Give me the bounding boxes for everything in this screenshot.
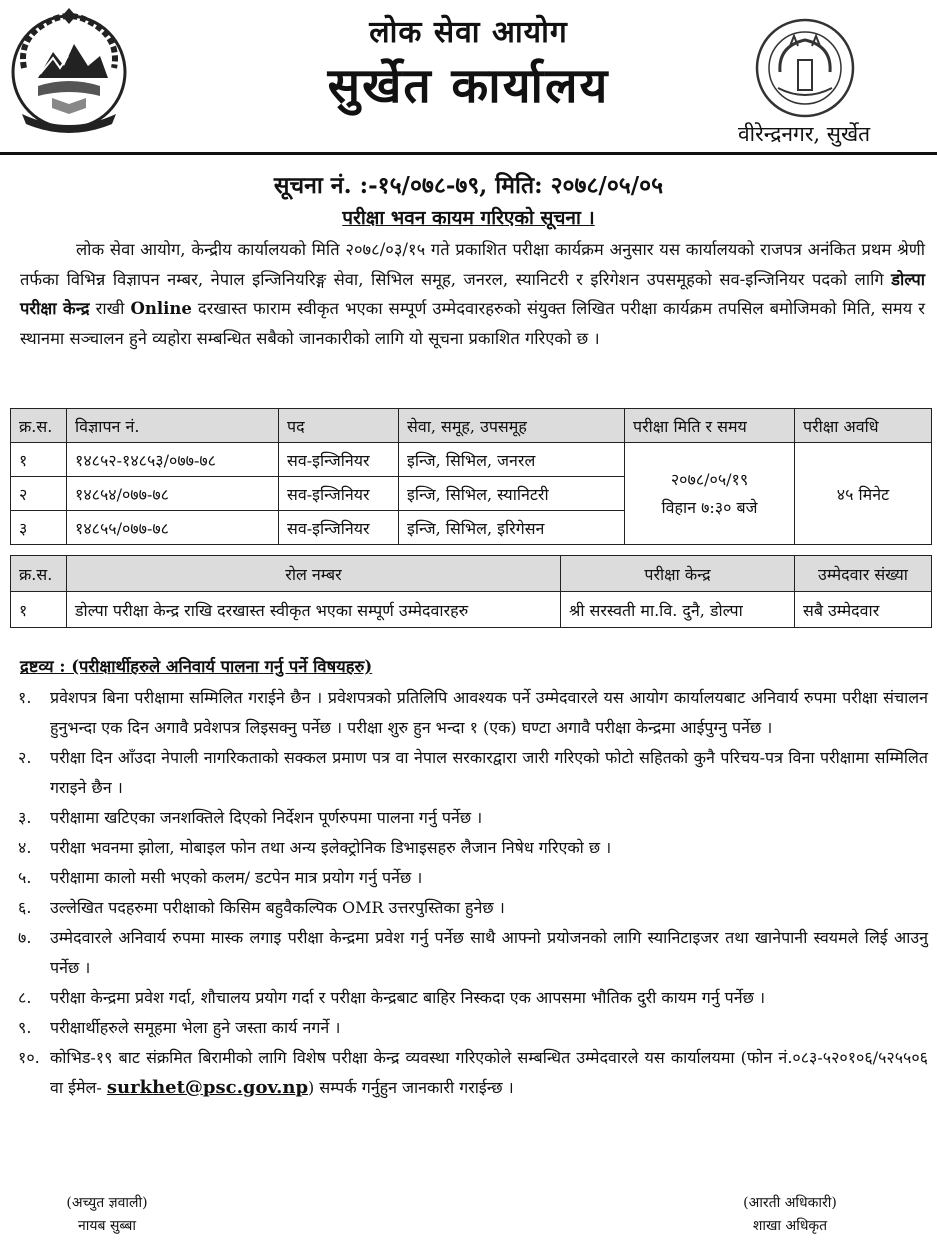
list-item: १. प्रवेशपत्र बिना परीक्षामा सम्मिलित गराईने छैन । प्रवेशपत्रको प्रतिलिपि आवश्यक पर्ने उम्मेदवारले यस आयोग कार्यालयबाट अनिवार्य रुपमा परीक्षा संचालन हुनुभन्दा एक दिन अगावै प्रवेशपत्र लिइसक्नु पर्नेछ । परीक्षा शुरु हुन भन्दा १ (एक) घण्टा अगावै परीक्षा केन्द्रमा आईपुग्नु पर्नेछ । [18, 688, 928, 737]
table-cell: सबै उम्मेदवार [795, 592, 932, 628]
table-cell: १ [11, 443, 67, 477]
exam-date-time-cell [625, 443, 795, 545]
col-header: विज्ञापन नं. [67, 409, 279, 443]
signatory-name: (आरती अधिकारी) [743, 1195, 837, 1211]
col-header: उम्मेदवार संख्या [795, 556, 932, 592]
exam-date: २०७८/०५/१९ [670, 469, 749, 489]
exam-duration-cell: ४५ मिनेट [795, 443, 932, 545]
public-service-commission-seal-icon [750, 16, 860, 120]
col-header: सेवा, समूह, उपसमूह [399, 409, 625, 443]
table-cell: सव-इन्जिनियर [279, 511, 399, 545]
table-cell: इन्जि, सिभिल, इरिगेसन [399, 511, 625, 545]
exam-time: विहान ७:३० बजे [661, 497, 758, 517]
table-cell: १ [11, 592, 67, 628]
signature-right [730, 1192, 850, 1238]
col-header: रोल नम्बर [67, 556, 561, 592]
list-item: १०. कोभिड-१९ बाट संक्रमित बिरामीको लागि विशेष परीक्षा केन्द्र व्यवस्था गरिएकोले सम्बन्धित उम्मेदवारले यस कार्यालयमा (फोन नं.०८३-५२०१०६/५२५५०६ वा ईमेल- surkhet@psc.gov.np) सम्पर्क गर्नुहुन जानकारी गराईन्छ । [18, 1048, 928, 1098]
col-header: क्र.स. [11, 409, 67, 443]
signature-left [52, 1192, 162, 1238]
office-name: सुर्खेत कार्यालय [327, 58, 610, 114]
table-row [11, 443, 932, 477]
letterhead [0, 0, 937, 150]
list-item: ७. उम्मेदवारले अनिवार्य रुपमा मास्क लगाइ परीक्षा केन्द्रमा प्रवेश गर्नु पर्नेछ साथै आफ्नो प्रयोजनको लागि स्यानिटाइजर तथा खानेपानी स्वयमले लिई आउनु पर्नेछ । [18, 928, 928, 977]
table-cell: इन्जि, सिभिल, स्यानिटरी [399, 477, 625, 511]
table-cell: श्री सरस्वती मा.वि. दुनै, डोल्पा [561, 592, 795, 628]
list-item: ५. परीक्षामा कालो मसी भएको कलम/ डटपेन मात्र प्रयोग गर्नु पर्नेछ । [18, 868, 423, 887]
table-cell: १४८५५/०७७-७८ [67, 511, 279, 545]
signatory-name: (अच्युत ज्ञवाली) [66, 1195, 148, 1211]
col-header: परीक्षा अवधि [795, 409, 932, 443]
table-cell: डोल्पा परीक्षा केन्द्र राखि दरखास्त स्वीकृत भएका सम्पूर्ण उम्मेदवारहरु [67, 592, 561, 628]
rules-list [18, 683, 928, 1103]
contact-email-link[interactable]: surkhet@psc.gov.np [106, 1077, 309, 1098]
list-item: ३. परीक्षामा खटिएका जनशक्तिले दिएको निर्देशन पूर्णरुपमा पालना गर्नु पर्नेछ । [18, 808, 483, 827]
office-location: वीरेन्द्रनगर, सुर्खेत [738, 122, 871, 146]
table-header-row [11, 556, 932, 592]
table-header-row [11, 409, 932, 443]
list-item: ४. परीक्षा भवनमा झोला, मोबाइल फोन तथा अन्य इलेक्ट्रोनिक डिभाइसहरु लैजान निषेध गरिएको छ । [18, 838, 612, 857]
table-cell: इन्जि, सिभिल, जनरल [399, 443, 625, 477]
table-cell: सव-इन्जिनियर [279, 443, 399, 477]
list-item: ९. परीक्षार्थीहरुले समूहमा भेला हुने जस्ता कार्य नगर्ने । [18, 1018, 341, 1037]
table-cell: ३ [11, 511, 67, 545]
col-header: क्र.स. [11, 556, 67, 592]
organization-name: लोक सेवा आयोग [369, 15, 568, 50]
list-item: ८. परीक्षा केन्द्रमा प्रवेश गर्दा, शौचालय प्रयोग गर्दा र परीक्षा केन्द्रबाट बाहिर निस्कदा एक आपसमा भौतिक दुरी कायम गर्नु पर्नेछ । [18, 988, 766, 1007]
col-header: परीक्षा केन्द्र [561, 556, 795, 592]
table-cell: १४८५२-१४८५३/०७७-७८ [67, 443, 279, 477]
table-cell: १४८५४/०७७-७८ [67, 477, 279, 511]
table-cell: सव-इन्जिनियर [279, 477, 399, 511]
col-header: परीक्षा मिति र समय [625, 409, 795, 443]
exam-schedule-table [10, 408, 932, 545]
list-item: ६. उल्लेखित पदहरुमा परीक्षाको किसिम बहुवैकल्पिक OMR उत्तरपुस्तिका हुनेछ । [18, 898, 505, 917]
intro-paragraph: लोक सेवा आयोग, केन्द्रीय कार्यालयको मिति २०७८/०३/१५ गते प्रकाशित परीक्षा कार्यक्रम अनुसार यस कार्यालयको राजपत्र अनंकित प्रथम श्रेणी तर्फका विभिन्न विज्ञापन नम्बर, नेपाल इन्जिनियरिङ्ग सेवा, सिभिल समूह, जनरल, स्यानिटरी र इरिगेशन उपसमूहको सव-इन्जिनियर पदको लागि डोल्पा परीक्षा केन्द्र राखी Online दरखास्त फाराम स्वीकृत भएका सम्पूर्ण उम्मेदवारहरुको संयुक्त लिखित परीक्षा कार्यक्रम तपसिल बमोजिमको मिति, समय र स्थानमा सञ्चालन हुने व्यहोरा सम्बन्धित सबैको जानकारीको लागि यो सूचना प्रकाशित गरिएको छ । [20, 240, 925, 348]
signatory-title: शाखा अधिकृत [752, 1218, 828, 1234]
notice-title: परीक्षा भवन कायम गरिएको सूचना । [342, 207, 595, 229]
signatory-title: नायब सुब्बा [78, 1218, 136, 1234]
exam-center-table [10, 555, 932, 628]
table-cell: २ [11, 477, 67, 511]
notes-title: द्रष्टव्य : (परीक्षार्थीहरुले अनिवार्य पालना गर्नु पर्ने विषयहरु) [20, 657, 373, 676]
col-header: पद [279, 409, 399, 443]
table-row [11, 592, 932, 628]
notice-number: सूचना नं. :-१५/०७८-७९, मिति: २०७८/०५/०५ [273, 172, 664, 199]
header-divider [0, 152, 937, 155]
list-item: २. परीक्षा दिन आँउदा नेपाली नागरिकताको सक्कल प्रमाण पत्र वा नेपाल सरकारद्वारा जारी गरिएको फोटो सहितको कुनै परिचय-पत्र विना परीक्षामा सम्मिलित गराइने छैन । [18, 748, 928, 797]
